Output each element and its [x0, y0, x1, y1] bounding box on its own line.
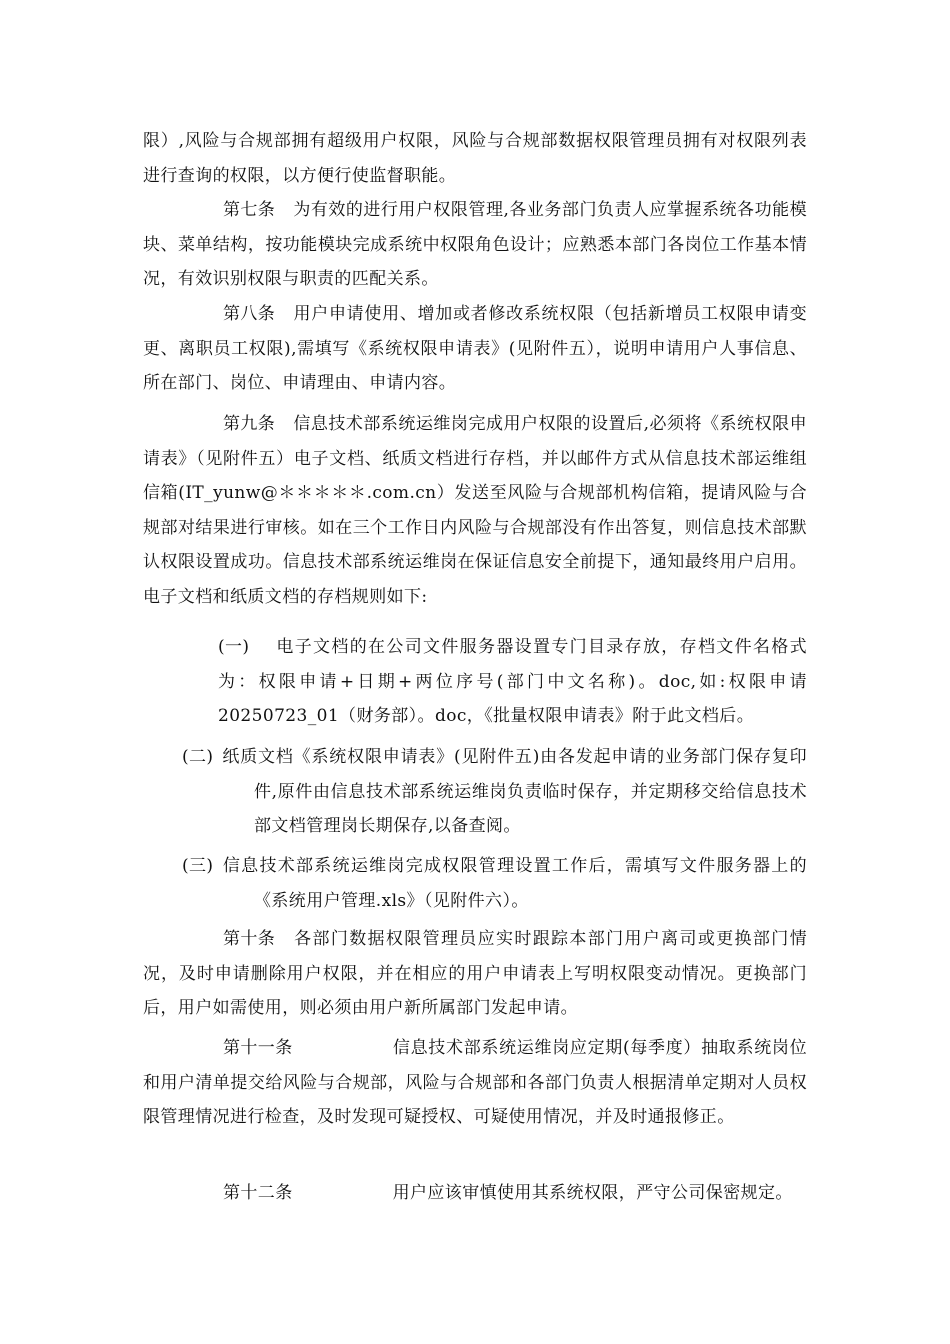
article-number: 第九条 [223, 414, 276, 434]
paragraph-continued [143, 124, 807, 193]
article-number: 第十二条 [223, 1183, 293, 1203]
article-text: 各部门数据权限管理员应实时跟踪本部门用户离司或更换部门情况，及时申请删除用户权限，并在相应的用户申请表上写明权限变动情况。更换部门后，用户如需使用，则必须由用户新所属部门发起申请。 [143, 929, 807, 1018]
article-7 [143, 193, 807, 297]
article-text: 信息技术部系统运维岗应定期(每季度）抽取系统岗位和用户清单提交给风险与合规部，风险与合规部和各部门负责人根据清单定期对人员权限管理情况进行检查，及时发现可疑授权、可疑使用情况，并及时通报修正。 [143, 1038, 807, 1127]
article-10 [143, 922, 807, 1026]
article-9-item-3: (三) 信息技术部系统运维岗完成权限管理设置工作后，需填写文件服务器上的《系统用户管理.xls》（见附件六）。 [182, 856, 807, 911]
article-12 [143, 1176, 807, 1211]
article-text: 用户应该审慎使用其系统权限，严守公司保密规定。 [392, 1183, 793, 1203]
item-text: 电子文档的在公司文件服务器设置专门目录存放，存档文件名格式为：权限申请+日期+两位序号(部门中文名称)。doc,如:权限申请20250723_01（财务部）。doc，《批量权限申请表》附于此文档后。 [218, 637, 807, 726]
article-number: 第十一条 [223, 1038, 293, 1058]
item-number: (一) [218, 637, 250, 657]
article-9-item-2: (二) 纸质文档《系统权限申请表》(见附件五)由各发起申请的业务部门保存复印件,原件由信息技术部系统运维岗负责临时保存，并定期移交给信息技术部文档管理岗长期保存,以备查阅。 [182, 747, 807, 836]
item-text: 纸质文档《系统权限申请表》(见附件五)由各发起申请的业务部门保存复印件,原件由信息技术部系统运维岗负责临时保存，并定期移交给信息技术部文档管理岗长期保存,以备查阅。 [222, 747, 807, 836]
article-text: 为有效的进行用户权限管理,各业务部门负责人应掌握系统各功能模块、菜单结构，按功能模块完成系统中权限角色设计；应熟悉本部门各岗位工作基本情况，有效识别权限与职责的匹配关系。 [143, 200, 807, 289]
article-11 [143, 1031, 807, 1135]
article-number: 第八条 [223, 304, 276, 324]
article-8 [143, 297, 807, 401]
article-text: 信息技术部系统运维岗完成用户权限的设置后,必须将《系统权限申请表》（见附件五）电子文档、纸质文档进行存档，并以邮件方式从信息技术部运维组信箱(IT_yunw@＊＊＊＊＊.com.cn）发送至风险与合规部机构信箱，提请风险与合规部对结果进行审核。如在三个工作日内风险与合规部没有作出答复，则信息技术部默认权限设置成功。信息技术部系统运维岗在保证信息安全前提下，通知最终用户启用。电子文档和纸质文档的存档规则如下: [143, 414, 807, 607]
article-9 [143, 407, 807, 614]
article-text: 用户申请使用、增加或者修改系统权限（包括新增员工权限申请变更、离职员工权限),需填写《系统权限申请表》(见附件五），说明申请用户人事信息、所在部门、岗位、申请理由、申请内容。 [143, 304, 807, 393]
article-number: 第十条 [223, 929, 276, 949]
article-number: 第七条 [223, 200, 276, 220]
paragraph-text: 限）,风险与合规部拥有超级用户权限，风险与合规部数据权限管理员拥有对权限列表进行查询的权限，以方便行使监督职能。 [143, 131, 807, 186]
article-9-item-1 [218, 630, 807, 734]
item-text: 信息技术部系统运维岗完成权限管理设置工作后，需填写文件服务器上的《系统用户管理.xls》（见附件六）。 [222, 856, 807, 911]
